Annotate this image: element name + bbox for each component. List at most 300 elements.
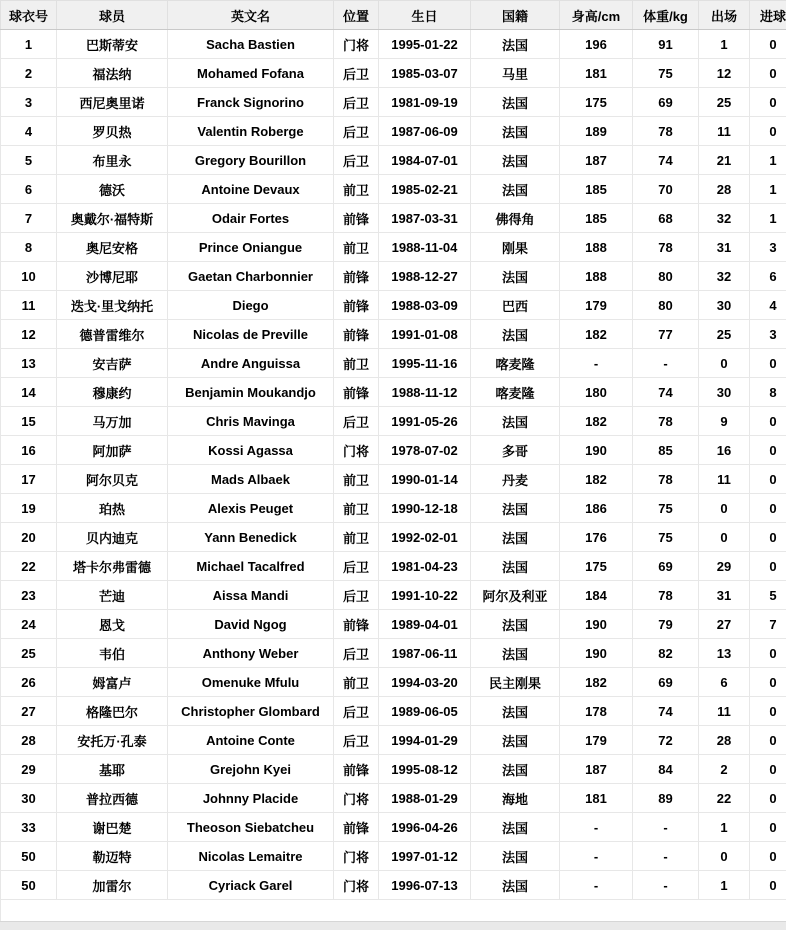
table-cell: - <box>633 871 699 900</box>
table-cell: 1990-12-18 <box>379 494 471 523</box>
table-cell: 75 <box>633 59 699 88</box>
table-cell: 176 <box>560 523 633 552</box>
table-cell: Nicolas Lemaitre <box>168 842 334 871</box>
table-cell: 50 <box>1 842 57 871</box>
table-cell: 法国 <box>471 552 560 581</box>
table-cell: - <box>560 871 633 900</box>
table-header-row <box>1 1 786 30</box>
table-cell: 1991-05-26 <box>379 407 471 436</box>
table-cell: 阿加萨 <box>57 436 168 465</box>
table-cell: 勒迈特 <box>57 842 168 871</box>
table-cell: 74 <box>633 378 699 407</box>
table-cell: 30 <box>699 291 750 320</box>
table-row <box>1 842 786 871</box>
table-cell: 70 <box>633 175 699 204</box>
table-cell: 0 <box>750 755 786 784</box>
table-cell: 75 <box>633 494 699 523</box>
table-cell: 30 <box>699 378 750 407</box>
table-cell: 刚果 <box>471 233 560 262</box>
table-cell: 11 <box>699 465 750 494</box>
table-cell: 迭戈·里戈纳托 <box>57 291 168 320</box>
table-row <box>1 668 786 697</box>
table-cell: Grejohn Kyei <box>168 755 334 784</box>
table-cell: 16 <box>1 436 57 465</box>
table-row <box>1 697 786 726</box>
table-cell: 74 <box>633 146 699 175</box>
table-cell: 格隆巴尔 <box>57 697 168 726</box>
table-cell: 普拉西德 <box>57 784 168 813</box>
table-cell: 1989-04-01 <box>379 610 471 639</box>
table-cell: 喀麦隆 <box>471 378 560 407</box>
table-cell: 法国 <box>471 871 560 900</box>
table-cell: 190 <box>560 610 633 639</box>
table-cell: 27 <box>1 697 57 726</box>
table-cell: 186 <box>560 494 633 523</box>
table-cell: 6 <box>699 668 750 697</box>
table-row <box>1 320 786 349</box>
table-cell: 谢巴楚 <box>57 813 168 842</box>
table-cell: 69 <box>633 88 699 117</box>
table-cell: 32 <box>699 262 750 291</box>
table-cell: 10 <box>1 262 57 291</box>
table-cell: 穆康约 <box>57 378 168 407</box>
table-cell: Antoine Conte <box>168 726 334 755</box>
table-cell: 31 <box>699 581 750 610</box>
table-cell: 奥戴尔·福特斯 <box>57 204 168 233</box>
table-cell: 23 <box>1 581 57 610</box>
table-cell: 1988-11-12 <box>379 378 471 407</box>
table-cell: 法国 <box>471 813 560 842</box>
table-cell: 190 <box>560 436 633 465</box>
table-cell: 1988-12-27 <box>379 262 471 291</box>
table-cell: 50 <box>1 871 57 900</box>
table-cell: 韦伯 <box>57 639 168 668</box>
table-cell: 0 <box>750 436 786 465</box>
table-cell: 15 <box>1 407 57 436</box>
table-row <box>1 726 786 755</box>
table-cell: 前锋 <box>334 204 379 233</box>
table-cell: 德沃 <box>57 175 168 204</box>
table-cell: 法国 <box>471 407 560 436</box>
table-cell: 1988-11-04 <box>379 233 471 262</box>
table-cell: 0 <box>750 668 786 697</box>
table-cell: 后卫 <box>334 146 379 175</box>
table-cell: 法国 <box>471 117 560 146</box>
table-cell: 1981-09-19 <box>379 88 471 117</box>
table-row <box>1 610 786 639</box>
table-cell: 3 <box>750 320 786 349</box>
table-cell: Franck Signorino <box>168 88 334 117</box>
table-cell: 80 <box>633 291 699 320</box>
table-cell: 29 <box>1 755 57 784</box>
table-cell: 安托万·孔泰 <box>57 726 168 755</box>
table-cell: 门将 <box>334 784 379 813</box>
table-cell: Benjamin Moukandjo <box>168 378 334 407</box>
table-cell: Mohamed Fofana <box>168 59 334 88</box>
table-cell: 17 <box>1 465 57 494</box>
table-cell: 1995-11-16 <box>379 349 471 378</box>
table-row <box>1 146 786 175</box>
table-cell: 0 <box>750 88 786 117</box>
table-cell: 前锋 <box>334 291 379 320</box>
table-cell: 基耶 <box>57 755 168 784</box>
table-cell: 法国 <box>471 726 560 755</box>
table-cell: 26 <box>1 668 57 697</box>
table-cell: 4 <box>1 117 57 146</box>
table-cell: 法国 <box>471 697 560 726</box>
table-cell: 1995-01-22 <box>379 30 471 59</box>
table-cell: 1996-04-26 <box>379 813 471 842</box>
table-row <box>1 813 786 842</box>
table-cell: Cyriack Garel <box>168 871 334 900</box>
table-cell: 178 <box>560 697 633 726</box>
table-cell: 188 <box>560 262 633 291</box>
table-cell: 德普雷维尔 <box>57 320 168 349</box>
table-cell: 法国 <box>471 494 560 523</box>
table-cell: 法国 <box>471 842 560 871</box>
table-cell: 0 <box>750 726 786 755</box>
table-cell: 21 <box>699 146 750 175</box>
table-cell: 2 <box>699 755 750 784</box>
table-cell: 0 <box>750 871 786 900</box>
table-cell: 19 <box>1 494 57 523</box>
table-cell: 前锋 <box>334 320 379 349</box>
table-cell: 175 <box>560 88 633 117</box>
table-cell: - <box>633 349 699 378</box>
table-row <box>1 494 786 523</box>
table-cell: 79 <box>633 610 699 639</box>
table-cell: 1996-07-13 <box>379 871 471 900</box>
table-cell: 69 <box>633 668 699 697</box>
table-cell: 佛得角 <box>471 204 560 233</box>
table-cell: 前锋 <box>334 755 379 784</box>
table-cell: 西尼奥里诺 <box>57 88 168 117</box>
table-cell: 阿尔及利亚 <box>471 581 560 610</box>
table-row <box>1 784 786 813</box>
table-cell: 77 <box>633 320 699 349</box>
table-cell: 前卫 <box>334 233 379 262</box>
table-cell: 0 <box>750 465 786 494</box>
table-cell: 喀麦隆 <box>471 349 560 378</box>
table-cell: 189 <box>560 117 633 146</box>
table-cell: 塔卡尔弗雷德 <box>57 552 168 581</box>
table-cell: 前卫 <box>334 668 379 697</box>
table-cell: 25 <box>1 639 57 668</box>
table-row <box>1 755 786 784</box>
table-cell: 前锋 <box>334 610 379 639</box>
table-cell: Christopher Glombard <box>168 697 334 726</box>
table-cell: 1990-01-14 <box>379 465 471 494</box>
table-cell: 前锋 <box>334 378 379 407</box>
table-cell: 0 <box>699 494 750 523</box>
table-cell: 11 <box>699 697 750 726</box>
table-cell: 74 <box>633 697 699 726</box>
table-cell: 28 <box>1 726 57 755</box>
table-cell: 后卫 <box>334 552 379 581</box>
table-cell: 6 <box>1 175 57 204</box>
table-cell: 姆富卢 <box>57 668 168 697</box>
table-cell: 5 <box>750 581 786 610</box>
table-cell: Aissa Mandi <box>168 581 334 610</box>
table-cell: 78 <box>633 581 699 610</box>
table-cell: 13 <box>1 349 57 378</box>
table-cell: 196 <box>560 30 633 59</box>
table-cell: 28 <box>699 175 750 204</box>
table-cell: 5 <box>1 146 57 175</box>
table-cell: 80 <box>633 262 699 291</box>
table-cell: 27 <box>699 610 750 639</box>
table-cell: 前卫 <box>334 175 379 204</box>
table-cell: 门将 <box>334 842 379 871</box>
table-cell: 7 <box>1 204 57 233</box>
table-cell: 185 <box>560 175 633 204</box>
table-cell: 马里 <box>471 59 560 88</box>
table-cell: 法国 <box>471 30 560 59</box>
table-cell: 加雷尔 <box>57 871 168 900</box>
table-cell: 奥尼安格 <box>57 233 168 262</box>
table-cell: 12 <box>1 320 57 349</box>
table-cell: 贝内迪克 <box>57 523 168 552</box>
table-cell: 6 <box>750 262 786 291</box>
table-cell: 法国 <box>471 262 560 291</box>
table-cell: 门将 <box>334 871 379 900</box>
table-cell: 法国 <box>471 320 560 349</box>
table-row <box>1 871 786 900</box>
table-row <box>1 581 786 610</box>
table-cell: 前卫 <box>334 465 379 494</box>
table-cell: Gregory Bourillon <box>168 146 334 175</box>
table-cell: 沙博尼耶 <box>57 262 168 291</box>
table-cell: 25 <box>699 88 750 117</box>
table-cell: 罗贝热 <box>57 117 168 146</box>
table-cell: 0 <box>750 639 786 668</box>
table-cell: 182 <box>560 465 633 494</box>
table-cell: 8 <box>750 378 786 407</box>
table-cell: Prince Oniangue <box>168 233 334 262</box>
table-cell: 4 <box>750 291 786 320</box>
column-header: 出场 <box>699 1 750 30</box>
table-cell: 3 <box>1 88 57 117</box>
table-cell: 14 <box>1 378 57 407</box>
table-cell: 恩戈 <box>57 610 168 639</box>
table-cell: 1987-06-11 <box>379 639 471 668</box>
table-cell: 福法纳 <box>57 59 168 88</box>
table-cell: 78 <box>633 117 699 146</box>
column-header: 球员 <box>57 1 168 30</box>
table-cell: 0 <box>750 523 786 552</box>
table-cell: Yann Benedick <box>168 523 334 552</box>
table-cell: 13 <box>699 639 750 668</box>
table-cell: 3 <box>750 233 786 262</box>
table-cell: 91 <box>633 30 699 59</box>
table-cell: 78 <box>633 465 699 494</box>
table-cell: 12 <box>699 59 750 88</box>
table-cell: Theoson Siebatcheu <box>168 813 334 842</box>
table-cell: Michael Tacalfred <box>168 552 334 581</box>
table-cell: 巴西 <box>471 291 560 320</box>
table-cell: 9 <box>699 407 750 436</box>
table-cell: 185 <box>560 204 633 233</box>
table-cell: 1994-03-20 <box>379 668 471 697</box>
table-cell: 179 <box>560 291 633 320</box>
table-cell: 多哥 <box>471 436 560 465</box>
table-cell: 182 <box>560 320 633 349</box>
table-cell: 32 <box>699 204 750 233</box>
table-cell: 1 <box>750 146 786 175</box>
table-row <box>1 30 786 59</box>
table-cell: Omenuke Mfulu <box>168 668 334 697</box>
table-cell: 28 <box>699 726 750 755</box>
table-cell: 后卫 <box>334 726 379 755</box>
table-row <box>1 117 786 146</box>
table-cell: 0 <box>750 494 786 523</box>
column-header: 球衣号 <box>1 1 57 30</box>
table-cell: 民主刚果 <box>471 668 560 697</box>
table-cell: 1991-10-22 <box>379 581 471 610</box>
table-cell: 法国 <box>471 755 560 784</box>
table-cell: Kossi Agassa <box>168 436 334 465</box>
table-cell: - <box>560 349 633 378</box>
table-cell: Chris Mavinga <box>168 407 334 436</box>
column-header: 身高/cm <box>560 1 633 30</box>
table-row <box>1 407 786 436</box>
table-cell: 25 <box>699 320 750 349</box>
table-cell: 法国 <box>471 146 560 175</box>
table-cell: Valentin Roberge <box>168 117 334 146</box>
table-cell: 前卫 <box>334 494 379 523</box>
table-row <box>1 204 786 233</box>
table-cell: 后卫 <box>334 88 379 117</box>
table-cell: Antoine Devaux <box>168 175 334 204</box>
table-cell: 前卫 <box>334 523 379 552</box>
column-header: 体重/kg <box>633 1 699 30</box>
table-cell: 1985-03-07 <box>379 59 471 88</box>
table-row <box>1 233 786 262</box>
table-cell: 184 <box>560 581 633 610</box>
table-cell: 22 <box>1 552 57 581</box>
table-cell: 海地 <box>471 784 560 813</box>
table-cell: 1 <box>750 175 786 204</box>
table-cell: 后卫 <box>334 639 379 668</box>
table-cell: 29 <box>699 552 750 581</box>
table-cell: 0 <box>699 349 750 378</box>
table-cell: - <box>560 842 633 871</box>
table-row <box>1 88 786 117</box>
table-cell: 78 <box>633 233 699 262</box>
table-cell: Nicolas de Preville <box>168 320 334 349</box>
table-cell: 0 <box>750 842 786 871</box>
table-cell: 1988-03-09 <box>379 291 471 320</box>
table-cell: Gaetan Charbonnier <box>168 262 334 291</box>
table-cell: 30 <box>1 784 57 813</box>
table-cell: 前卫 <box>334 349 379 378</box>
table-cell: 1994-01-29 <box>379 726 471 755</box>
table-cell: 后卫 <box>334 59 379 88</box>
table-cell: Alexis Peuget <box>168 494 334 523</box>
table-cell: 0 <box>750 117 786 146</box>
table-cell: 182 <box>560 668 633 697</box>
table-cell: 前锋 <box>334 813 379 842</box>
table-cell: Diego <box>168 291 334 320</box>
table-cell: 马万加 <box>57 407 168 436</box>
table-cell: 1 <box>699 30 750 59</box>
table-cell: 1 <box>750 204 786 233</box>
table-cell: 190 <box>560 639 633 668</box>
table-row <box>1 349 786 378</box>
table-row <box>1 436 786 465</box>
table-cell: 1978-07-02 <box>379 436 471 465</box>
table-cell: 31 <box>699 233 750 262</box>
table-cell: 巴斯蒂安 <box>57 30 168 59</box>
table-cell: 芒迪 <box>57 581 168 610</box>
table-header <box>1 1 786 30</box>
table-cell: 11 <box>699 117 750 146</box>
table-cell: 0 <box>750 813 786 842</box>
table-cell: 181 <box>560 784 633 813</box>
table-cell: 89 <box>633 784 699 813</box>
table-cell: 法国 <box>471 639 560 668</box>
table-cell: 1989-06-05 <box>379 697 471 726</box>
table-row <box>1 523 786 552</box>
table-cell: - <box>633 813 699 842</box>
table-footer <box>1 900 786 922</box>
table-cell: Mads Albaek <box>168 465 334 494</box>
table-cell: 后卫 <box>334 407 379 436</box>
table-cell: 前锋 <box>334 262 379 291</box>
table-cell: 84 <box>633 755 699 784</box>
column-header: 生日 <box>379 1 471 30</box>
table-cell: 188 <box>560 233 633 262</box>
table-cell: Anthony Weber <box>168 639 334 668</box>
table-row <box>1 378 786 407</box>
table-cell: 1997-01-12 <box>379 842 471 871</box>
table-cell: 1 <box>699 813 750 842</box>
table-cell: 门将 <box>334 436 379 465</box>
table-cell: Johnny Placide <box>168 784 334 813</box>
column-header: 国籍 <box>471 1 560 30</box>
table-cell: 75 <box>633 523 699 552</box>
table-body <box>1 30 786 900</box>
table-cell: 0 <box>750 407 786 436</box>
table-cell: David Ngog <box>168 610 334 639</box>
table-row <box>1 262 786 291</box>
table-row <box>1 639 786 668</box>
table-cell: 181 <box>560 59 633 88</box>
table-cell: 20 <box>1 523 57 552</box>
table-footer-row <box>1 900 786 922</box>
table-cell: 1987-06-09 <box>379 117 471 146</box>
table-cell: 丹麦 <box>471 465 560 494</box>
table-cell: 0 <box>750 552 786 581</box>
table-cell: 72 <box>633 726 699 755</box>
table-cell: 82 <box>633 639 699 668</box>
table-cell: 0 <box>750 30 786 59</box>
table-cell: 78 <box>633 407 699 436</box>
table-cell: 182 <box>560 407 633 436</box>
table-cell: 179 <box>560 726 633 755</box>
table-cell: 后卫 <box>334 697 379 726</box>
table-cell: Andre Anguissa <box>168 349 334 378</box>
table-cell: 11 <box>1 291 57 320</box>
table-cell: 法国 <box>471 523 560 552</box>
table-cell: 门将 <box>334 30 379 59</box>
table-cell: 后卫 <box>334 117 379 146</box>
table-row <box>1 291 786 320</box>
table-cell: 1988-01-29 <box>379 784 471 813</box>
table-cell: 187 <box>560 146 633 175</box>
table-cell: 1984-07-01 <box>379 146 471 175</box>
table-cell: 布里永 <box>57 146 168 175</box>
